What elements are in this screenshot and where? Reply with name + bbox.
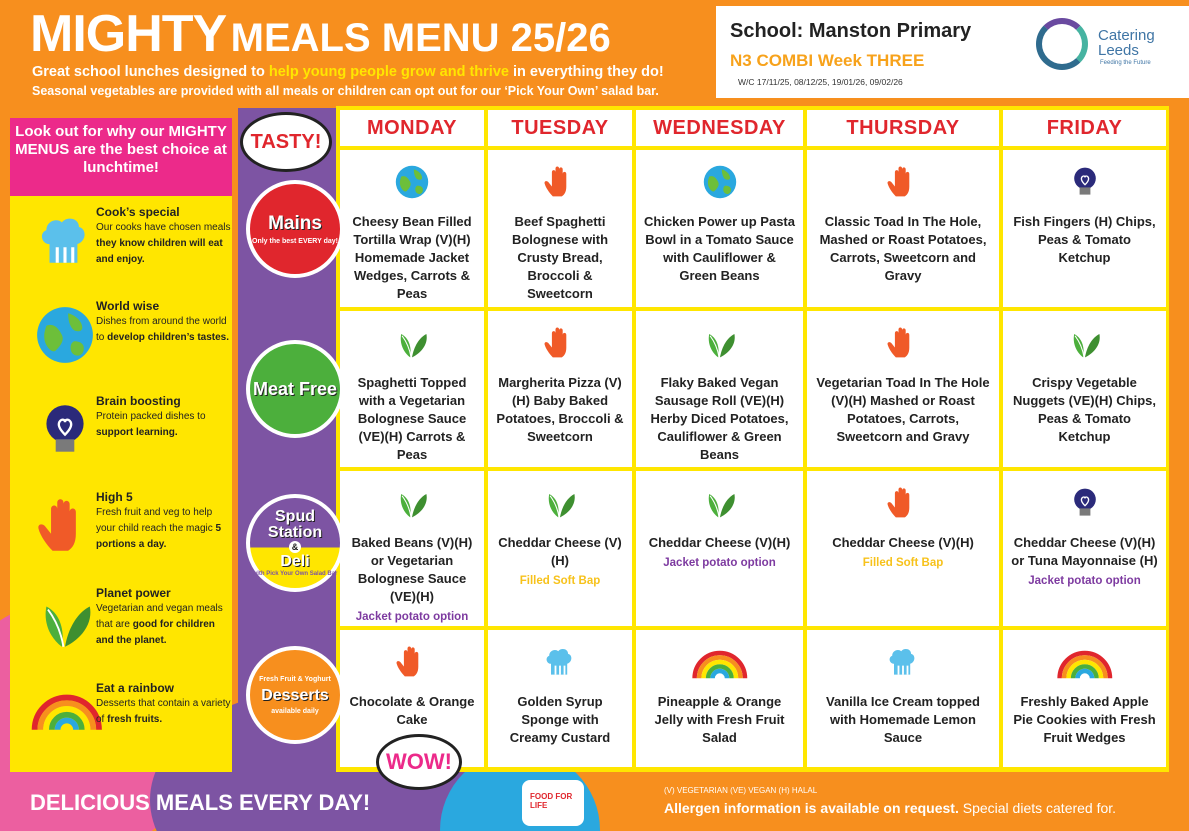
day-header-monday: MONDAY xyxy=(340,110,484,146)
day-header-thursday: THURSDAY xyxy=(807,110,999,146)
menu-item-text: Crispy Vegetable Nuggets (VE)(H) Chips, Peas & Tomato Ketchup xyxy=(1013,375,1156,444)
rainbow-icon xyxy=(30,686,104,737)
menu-item-text: Margherita Pizza (V)(H) Baby Baked Potatoes, Broccoli & Sweetcorn xyxy=(496,375,624,444)
subtitle-1: Great school lunches designed to help young people grow and thrive in everything they do! xyxy=(32,64,664,80)
subtitle-2: Seasonal vegetables are provided with all meals or children can opt out for our ‘Pick Your Own’ salad bar. xyxy=(32,84,659,98)
menu-week: N3 COMBI Week THREE xyxy=(730,51,925,70)
menu-cell-mains-tuesday xyxy=(488,150,632,307)
hand-icon xyxy=(34,495,96,562)
food-for-life-text: FOOD FOR LIFE xyxy=(530,792,573,810)
menu-cell-spud-wednesday xyxy=(636,471,803,626)
logo-tagline: Feeding the Future xyxy=(1100,60,1151,66)
menu-cell-meatfree-wednesday xyxy=(636,311,803,467)
menu-cell-desserts-tuesday xyxy=(488,630,632,767)
leaf-icon xyxy=(348,485,476,526)
menu-cell-desserts-thursday xyxy=(807,630,999,767)
sidebar-item-4: High 5 Fresh fruit and veg to help your child reach the magic 5 portions a day. xyxy=(96,490,222,550)
leaf-icon xyxy=(34,591,96,658)
menu-cell-mains-thursday xyxy=(807,150,999,307)
hand-icon xyxy=(815,164,991,205)
leaf-icon xyxy=(644,485,795,526)
hand-icon xyxy=(496,325,624,366)
sidebar-heading: Look out for why our MIGHTY MENUS are the best choice at lunchtime! xyxy=(10,118,232,196)
menu-item-text: Freshly Baked Apple Pie Cookies with Fresh Fruit Wedges xyxy=(1013,694,1156,745)
menu-item-text: Golden Syrup Sponge with Creamy Custard xyxy=(509,694,611,745)
catering-leeds-logo-icon xyxy=(1036,18,1088,70)
menu-item-text: Classic Toad In The Hole, Mashed or Roast Potatoes, Carrots, Sweetcorn and Gravy xyxy=(819,214,987,283)
menu-item-text: Chocolate & Orange Cake xyxy=(349,694,475,727)
menu-cell-desserts-wednesday xyxy=(636,630,803,767)
category-spud-station-deli: Spud Station & Deli with Pick Your Own Salad Bar xyxy=(246,494,344,592)
menu-cell-desserts-friday xyxy=(1003,630,1166,767)
page-title: MIGHTY MEALS MENU 25/26 xyxy=(30,5,611,63)
menu-cell-meatfree-friday xyxy=(1003,311,1166,467)
menu-item-note: Jacket potato option xyxy=(663,557,776,569)
chef-hat-icon xyxy=(34,210,96,277)
footer-tagline: DELICIOUS MEALS EVERY DAY! xyxy=(30,790,371,815)
allergen-notice: Allergen information is available on request. Special diets catered for. xyxy=(664,800,1117,816)
leaf-icon xyxy=(644,325,795,366)
menu-item-text: Flaky Baked Vegan Sausage Roll (VE)(H) Herby Diced Potatoes, Cauliflower & Green Beans xyxy=(650,375,789,462)
day-header-wednesday: WEDNESDAY xyxy=(636,110,803,146)
menu-cell-spud-friday xyxy=(1003,471,1166,626)
lightbulb-icon xyxy=(1011,164,1158,205)
menu-item-text: Vegetarian Toad In The Hole (V)(H) Mashed or Roast Potatoes, Carrots, Sweetcorn and Gravy xyxy=(816,375,990,444)
menu-item-text: Cheddar Cheese (V)(H) xyxy=(832,535,974,550)
globe-icon xyxy=(348,164,476,205)
sidebar-item-5: Planet power Vegetarian and vegan meals that are good for children and the planet. xyxy=(96,586,223,646)
lightbulb-icon xyxy=(1011,485,1158,526)
sidebar-item-1: Cook’s special Our cooks have chosen meals they know children will eat and enjoy. xyxy=(96,205,231,265)
week-commencing-dates: W/C 17/11/25, 08/12/25, 19/01/26, 09/02/26 xyxy=(738,77,903,87)
category-mains: Mains Only the best EVERY day! xyxy=(246,180,344,278)
rainbow-icon xyxy=(644,644,795,685)
dietary-legend: (V) VEGETARIAN (VE) VEGAN (H) HALAL xyxy=(664,786,818,795)
menu-item-text: Cheddar Cheese (V)(H) xyxy=(498,535,622,568)
menu-cell-meatfree-thursday xyxy=(807,311,999,467)
sidebar-item-3: Brain boosting Protein packed dishes to support learning. xyxy=(96,394,206,438)
menu-item-note: Filled Soft Bap xyxy=(862,557,944,569)
menu-item-note: Jacket potato option xyxy=(355,611,469,623)
globe-icon xyxy=(644,164,795,205)
hand-icon xyxy=(496,164,624,205)
chef-hat-icon xyxy=(496,644,624,685)
menu-cell-spud-thursday xyxy=(807,471,999,626)
lightbulb-icon xyxy=(34,399,96,466)
globe-icon xyxy=(34,304,96,371)
school-name: School: Manston Primary xyxy=(730,20,972,42)
menu-cell-meatfree-monday xyxy=(340,311,484,467)
sidebar-item-2: World wise Dishes from around the world to develop children’s tastes. xyxy=(96,299,230,343)
menu-cell-mains-friday xyxy=(1003,150,1166,307)
menu-item-text: Baked Beans (V)(H) or Vegetarian Bolognese Sauce (VE)(H) xyxy=(351,535,473,604)
tasty-badge: TASTY! xyxy=(240,112,332,172)
wow-badge: WOW! xyxy=(376,734,462,790)
menu-item-note: Jacket potato option xyxy=(1028,575,1141,587)
menu-item-text: Fish Fingers (H) Chips, Peas & Tomato Ketchup xyxy=(1013,214,1156,265)
menu-item-text: Spaghetti Topped with a Vegetarian Bolognese Sauce (VE)(H) Carrots & Peas xyxy=(357,375,467,462)
hand-icon xyxy=(348,644,476,685)
menu-cell-meatfree-tuesday xyxy=(488,311,632,467)
menu-item-text: Cheddar Cheese (V)(H) or Tuna Mayonnaise (H) xyxy=(1011,535,1158,568)
menu-item-text: Cheesy Bean Filled Tortilla Wrap (V)(H) Homemade Jacket Wedges, Carrots & Peas xyxy=(352,214,472,301)
menu-cell-mains-wednesday xyxy=(636,150,803,307)
menu-cell-mains-monday xyxy=(340,150,484,307)
day-header-friday: FRIDAY xyxy=(1003,110,1166,146)
menu-item-note: Filled Soft Bap xyxy=(519,575,601,587)
hand-icon xyxy=(815,485,991,526)
category-desserts: Fresh Fruit & Yoghurt Desserts available daily xyxy=(246,646,344,744)
menu-item-text: Chicken Power up Pasta Bowl in a Tomato Sauce with Cauliflower & Green Beans xyxy=(644,214,795,283)
category-meat-free: Meat Free xyxy=(246,340,344,438)
chef-hat-icon xyxy=(815,644,991,685)
leaf-icon xyxy=(1011,325,1158,366)
menu-item-text: Beef Spaghetti Bolognese with Crusty Bread, Broccoli & Sweetcorn xyxy=(511,214,609,301)
sidebar-item-6: Eat a rainbow Desserts that contain a variety of fresh fruits. xyxy=(96,681,231,725)
day-header-tuesday: TUESDAY xyxy=(488,110,632,146)
logo-text: Catering Leeds xyxy=(1098,27,1155,59)
leaf-icon xyxy=(496,485,624,526)
leaf-icon xyxy=(348,325,476,366)
menu-item-text: Pineapple & Orange Jelly with Fresh Fruit Salad xyxy=(654,694,785,745)
hand-icon xyxy=(815,325,991,366)
rainbow-icon xyxy=(1011,644,1158,685)
menu-item-text: Cheddar Cheese (V)(H) xyxy=(648,535,791,550)
menu-item-text: Vanilla Ice Cream topped with Homemade Lemon Sauce xyxy=(826,694,980,745)
menu-cell-spud-tuesday xyxy=(488,471,632,626)
menu-cell-spud-monday xyxy=(340,471,484,626)
